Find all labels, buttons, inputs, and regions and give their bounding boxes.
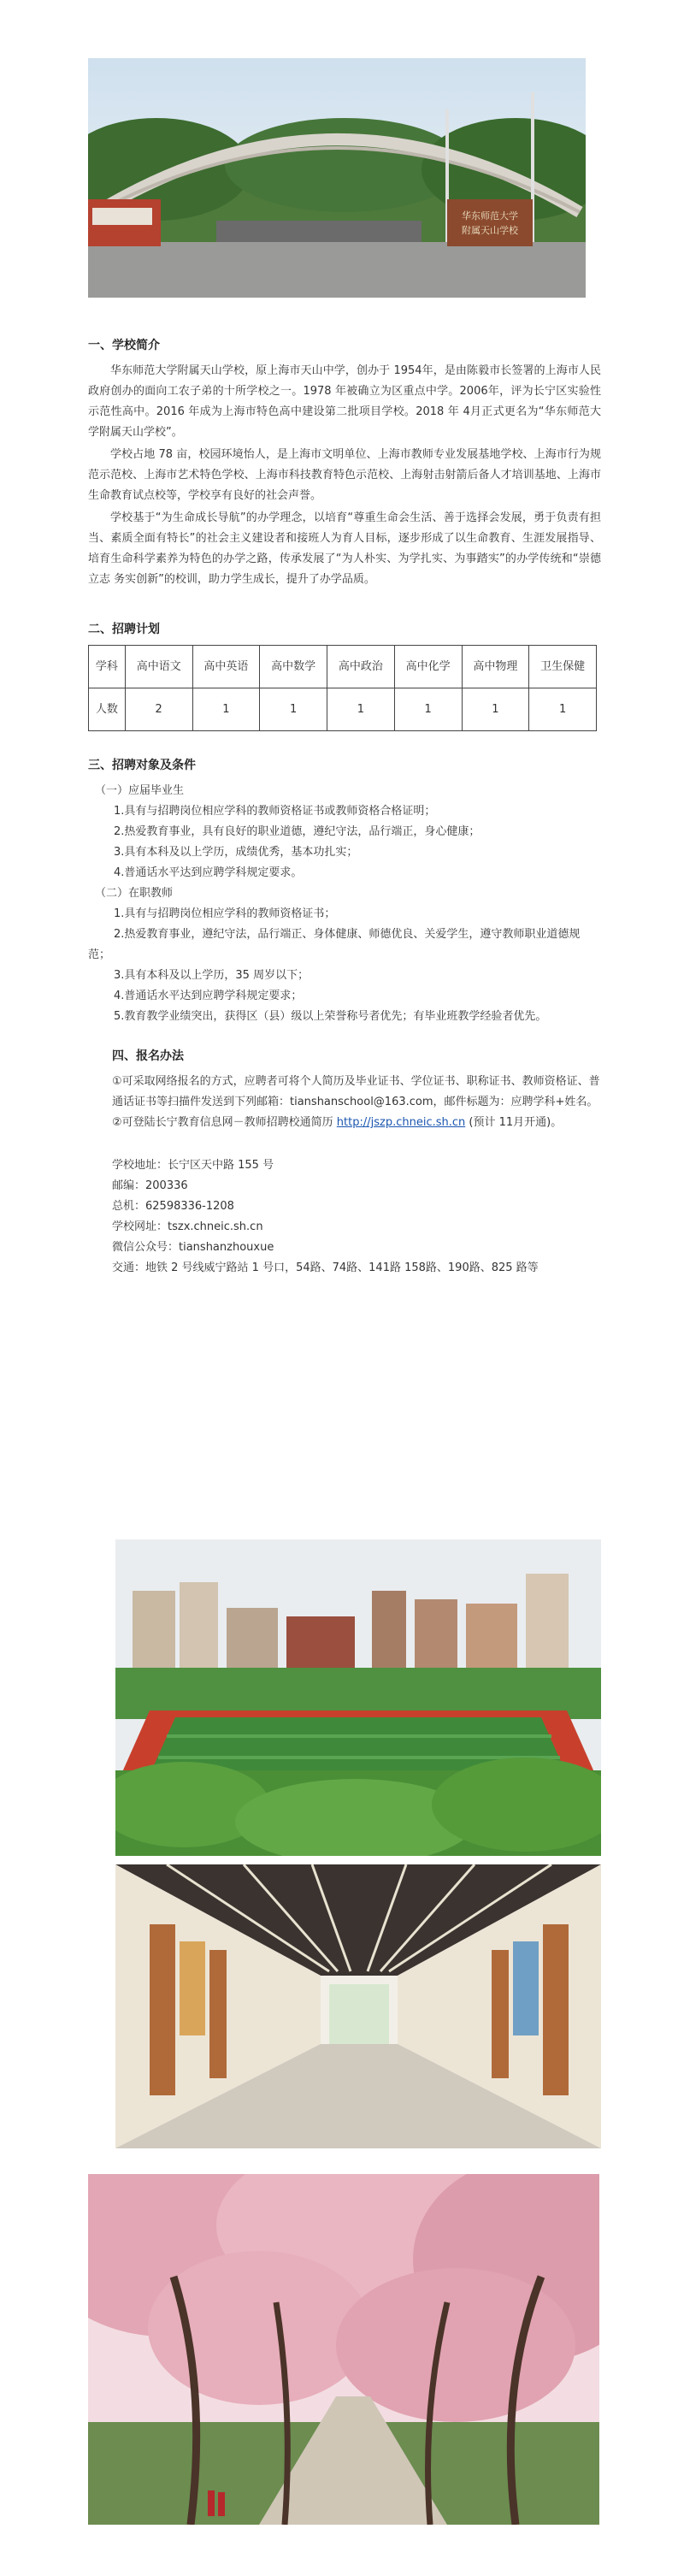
gate-sign-line2: 附属天山学校 (462, 225, 518, 236)
table-cell: 2 (125, 688, 192, 731)
apply-item-website (88, 1113, 601, 1133)
intro-paragraph: 华东师范大学附属天山学校，原上海市天山中学，创办于 1954年，是由陈毅市长签署的上海市人民政府创办的面向工农子弟的十所学校之一。1978 年被确立为区重点中学。2006年，评为长宁区实验性示范性高中。2016 年成为上海市特色高中建设第二批项目学校。2018 年 4月正式更名为“华东师范大学附属天山学校”。 (88, 364, 601, 439)
article-content (88, 335, 601, 1279)
section-title-plan: 二、招聘计划 (88, 623, 160, 636)
section-title-apply: 四、报名办法 (112, 1049, 184, 1063)
table-cell: 学科 (89, 646, 126, 688)
table-cell: 高中物理 (462, 646, 529, 688)
intro-paragraph: 学校基于“为生命成长导航”的办学理念，以培育“尊重生命会生活、善于选择会发展，勇于负责有担当、素质全面有特长”的社会主义建设者和接班人为育人目标，逐步形成了以生命教育、生涯发展指导、培育生命科学素养为特色的办学之路，传承发展了“为人朴实、为学扎实、为事踏实”的办学传统和“崇德立志 务实创新”的校训，助力学生成长，提升了办学品质。 (88, 511, 601, 586)
contact-transport: 交通：地铁 2 号线威宁路站 1 号口，54路、74路、141路 158路、190路、825 路等 (112, 1261, 539, 1274)
recruit-link[interactable]: http://jszp.chneic.sh.cn (336, 1116, 466, 1129)
gate-sign-line1: 华东师范大学 (462, 210, 518, 222)
table-cell: 1 (260, 688, 327, 731)
table-cell: 高中语文 (125, 646, 192, 688)
section-title-intro: 一、学校简介 (88, 339, 160, 352)
contact-phone: 总机：62598336-1208 (112, 1200, 234, 1213)
table-cell: 1 (529, 688, 597, 731)
table-cell: 高中英语 (192, 646, 260, 688)
contact-address: 学校地址：长宁区天中路 155 号 (112, 1159, 274, 1172)
contact-wechat: 微信公众号：tianshanzhouxue (112, 1241, 274, 1254)
apply-website-prefix: ②可登陆长宁教育信息网－教师招聘校通简历 (112, 1116, 333, 1129)
table-cell: 高中政治 (327, 646, 395, 688)
condition-item: 5.教育教学业绩突出，获得区（县）级以上荣誉称号者优先；有毕业班教学经验者优先。 (114, 1010, 547, 1023)
table-cell: 人数 (89, 688, 126, 731)
apply-item-email: ①可采取网络报名的方式，应聘者可将个人简历及毕业证书、学位证书、职称证书、教师资格证、普通话证书等扫描件发送到下列邮箱：tianshanschool@163.com，邮件标题为：应聘学科+姓名。 (112, 1075, 600, 1108)
table-cell: 1 (462, 688, 529, 731)
intro-paragraph: 学校占地 78 亩，校园环境怡人，是上海市文明单位、上海市教师专业发展基地学校、上海市行为规范示范校、上海市艺术特色学校、上海市科技教育特色示范校、上海射击射箭后备人才培训基地、上海市生命教育试点校等，学校享有良好的社会声誉。 (88, 448, 601, 502)
table-row (89, 688, 597, 731)
condition-item: 3.具有本科及以上学历，35 周岁以下； (114, 969, 310, 982)
contact-postcode: 邮编：200336 (112, 1179, 188, 1192)
condition-item: 2.热爱教育事业，遵纪守法，品行端正、身体健康、师德优良、关爱学生，遵守教师职业道德规范； (88, 928, 581, 961)
section-title-conditions: 三、招聘对象及条件 (88, 759, 196, 772)
condition-item: 4.普通话水平达到应聘学科规定要求。 (114, 866, 303, 879)
table-header-row (89, 646, 597, 688)
table-cell: 高中化学 (394, 646, 462, 688)
group-title-graduates: （一）应届毕业生 (95, 784, 185, 797)
condition-item: 4.普通话水平达到应聘学科规定要求； (114, 990, 303, 1002)
table-cell: 1 (192, 688, 260, 731)
hallway-photo (115, 1864, 601, 2148)
school-gate-photo (88, 58, 586, 298)
condition-item: 1.具有与招聘岗位相应学科的教师资格证书或教师资格合格证明； (114, 805, 436, 818)
table-cell: 1 (327, 688, 395, 731)
sports-field-photo (115, 1539, 601, 1856)
contact-website: 学校网址：tszx.chneic.sh.cn (112, 1220, 263, 1233)
recruitment-plan-table (88, 645, 597, 731)
apply-website-suffix: (预计 11月开通)。 (469, 1116, 563, 1129)
table-cell: 1 (394, 688, 462, 731)
group-title-teachers: （二）在职教师 (95, 887, 174, 900)
condition-item: 3.具有本科及以上学历，成绩优秀，基本功扎实； (114, 846, 358, 859)
table-cell: 卫生保健 (529, 646, 597, 688)
condition-item: 1.具有与招聘岗位相应学科的教师资格证书； (114, 907, 336, 920)
cherry-blossom-photo (88, 2174, 599, 2525)
table-cell: 高中数学 (260, 646, 327, 688)
condition-item: 2.热爱教育事业，具有良好的职业道德，遵纪守法，品行端正，身心健康； (114, 825, 480, 838)
